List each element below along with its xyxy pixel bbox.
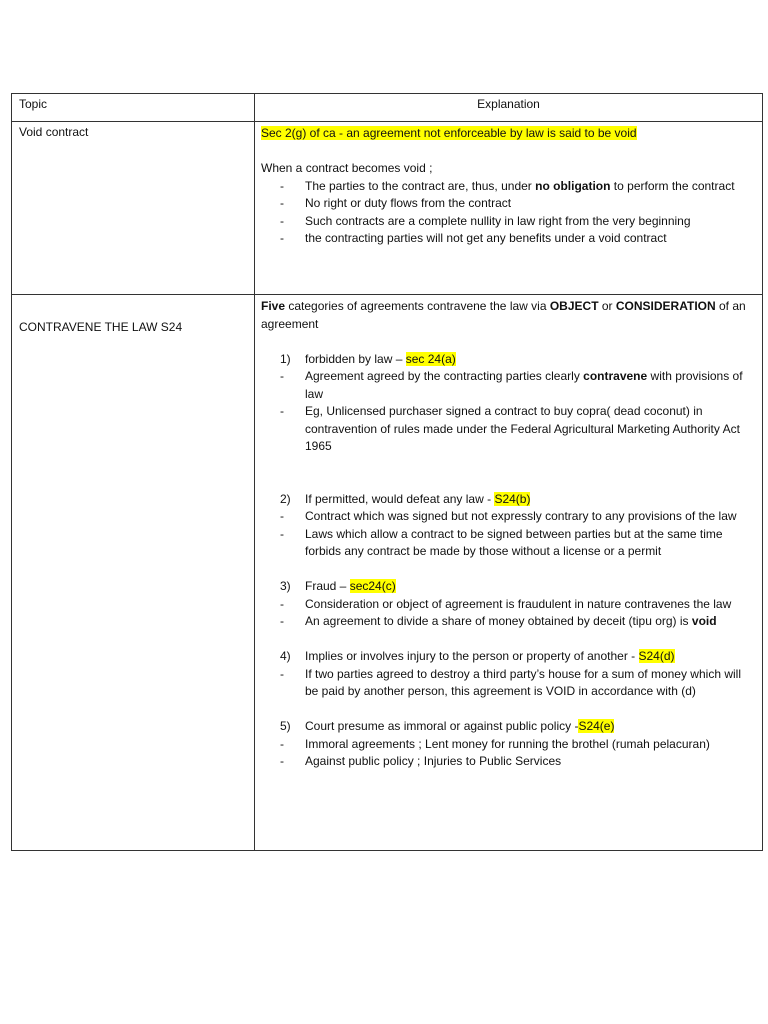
void-intro: When a contract becomes void ;	[261, 161, 433, 175]
item-number: 4)	[280, 649, 291, 663]
contravene-intro	[261, 298, 753, 333]
item-title: forbidden by law –	[305, 351, 406, 366]
dash-marker: -	[280, 754, 284, 768]
item-number: 2)	[280, 491, 291, 506]
numbered-item-5	[280, 718, 753, 736]
bullet-text: No right or duty flows from the contract	[305, 196, 512, 210]
header-topic-cell	[12, 94, 255, 122]
list-item	[280, 230, 753, 248]
item-title: Implies or involves injury to the person or property of another -	[305, 649, 639, 663]
explanation-cell	[255, 122, 763, 295]
dash-marker: -	[280, 526, 284, 541]
section-ref-highlight: sec24(c)	[349, 579, 396, 593]
bullet-text: to perform the contract	[610, 178, 735, 193]
bullet-text: the contracting parties will not get any benefits under a void contract	[305, 231, 667, 245]
dash-marker: -	[280, 231, 284, 245]
intro-bold: OBJECT	[549, 299, 599, 313]
bullet-text: Such contracts are a complete nullity in law right from the very beginning	[305, 213, 691, 228]
bullet-text: Contract which was signed but not expressly contrary to any provisions of the law	[305, 509, 737, 523]
intro-text: categories of agreements contravene the law via	[285, 299, 550, 313]
list-item	[280, 508, 753, 526]
header-explanation: Explanation	[477, 97, 540, 111]
list-item	[280, 736, 753, 754]
item-number: 1)	[280, 351, 291, 366]
dash-marker: -	[280, 509, 284, 523]
intro-bold: CONSIDERATION	[615, 299, 716, 313]
list-item	[280, 596, 753, 614]
section-ref-highlight: S24(e)	[578, 719, 615, 733]
list-item	[280, 613, 753, 631]
list-item	[280, 178, 753, 196]
bullet-text: Consideration or object of agreement is fraudulent in nature contravenes the law	[305, 596, 732, 611]
header-row	[12, 94, 763, 122]
intro-text: or	[598, 299, 616, 313]
bullet-text: Against public policy ; Injuries to Public Services	[305, 754, 562, 768]
list-item	[280, 213, 753, 231]
bullet-text: Eg, Unlicensed purchaser signed a contract to buy copra( dead coconut) in contravention of rules made under the Federal Agricultural Marketing Authority Act 1965	[305, 404, 740, 453]
section-ref-highlight: S24(d)	[638, 649, 675, 663]
intro-text: of an agreement	[261, 299, 746, 331]
bullet-text: The parties to the contract are, thus, under	[305, 178, 536, 193]
bullet-bold: no obligation	[535, 178, 611, 193]
list-item	[280, 666, 753, 701]
dash-marker: -	[280, 178, 284, 193]
list-item	[280, 195, 753, 213]
item-number: 3)	[280, 579, 291, 593]
section-ref-highlight: S24(b)	[494, 491, 531, 506]
numbered-item-2	[280, 491, 753, 509]
explanation-void-contract	[255, 122, 762, 248]
bullet-text: Immoral agreements ; Lent money for running the brothel (rumah pelacuran)	[305, 736, 710, 751]
dash-marker: -	[280, 736, 284, 751]
bullet-text: If two parties agreed to destroy a third party’s house for a sum of money which will be paid by another person, this agreement is VOID in accordance with (d)	[305, 666, 741, 698]
row-contravene-law	[12, 295, 763, 851]
item-number: 5)	[280, 719, 291, 733]
definition-highlight: Sec 2(g) of ca - an agreement not enforceable by law is said to be void	[261, 126, 637, 140]
dash-marker: -	[280, 404, 284, 418]
topic-void-contract: Void contract	[19, 125, 89, 139]
dash-marker: -	[280, 369, 284, 383]
explanation-cell	[255, 295, 763, 851]
intro-bold: Five	[261, 299, 286, 313]
notes-table	[11, 93, 763, 851]
row-void-contract	[12, 122, 763, 295]
bullet-bold: void	[691, 614, 717, 628]
dash-marker: -	[280, 596, 284, 611]
dash-marker: -	[280, 196, 284, 210]
bullet-text: Laws which allow a contract to be signed between parties but at the same time forbids any contract be made by those without a license or a permit	[305, 526, 723, 558]
section-ref-highlight: sec 24(a)	[405, 351, 456, 366]
topic-contravene-law: CONTRAVENE THE LAW S24	[19, 320, 183, 334]
numbered-item-3	[280, 578, 753, 596]
list-item	[280, 368, 753, 403]
topic-cell	[12, 122, 255, 295]
dash-marker: -	[280, 213, 284, 228]
topic-cell	[12, 295, 255, 851]
dash-marker: -	[280, 614, 284, 628]
item-title: Fraud –	[305, 579, 350, 593]
list-item	[280, 753, 753, 771]
numbered-item-1	[280, 351, 753, 369]
list-item	[280, 403, 753, 456]
list-item	[280, 526, 753, 561]
bullet-text: with provisions of law	[305, 369, 743, 401]
numbered-item-4	[280, 648, 753, 666]
bullet-text: An agreement to divide a share of money obtained by deceit (tipu org) is	[305, 614, 692, 628]
header-topic: Topic	[19, 97, 48, 111]
bullet-bold: contravene	[583, 369, 648, 383]
item-title: If permitted, would defeat any law -	[305, 491, 495, 506]
dash-marker: -	[280, 666, 284, 681]
header-explanation-cell	[255, 94, 763, 122]
item-title: Court presume as immoral or against public policy -	[305, 719, 579, 733]
explanation-contravene-law	[255, 295, 762, 771]
bullet-text: Agreement agreed by the contracting parties clearly	[305, 369, 584, 383]
